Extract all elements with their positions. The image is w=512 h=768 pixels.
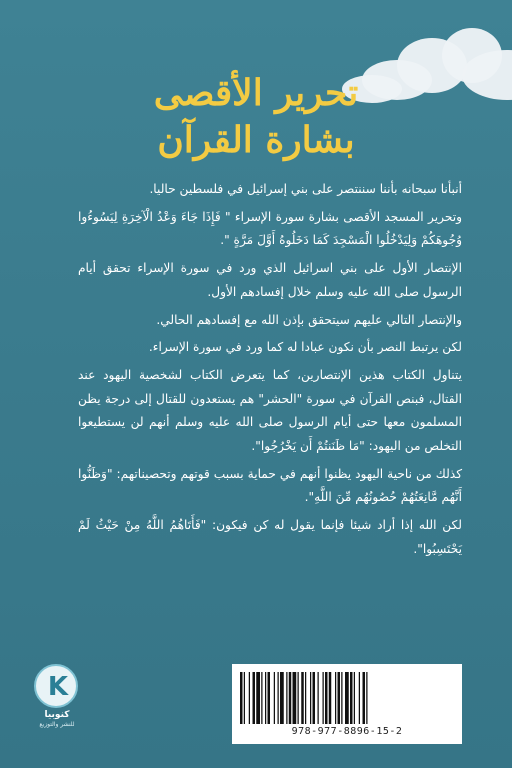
barcode-bars: [240, 672, 454, 724]
barcode-bar: [249, 672, 250, 724]
barcode-bar: [313, 672, 316, 724]
title-line-1: تحرير الأقصى: [153, 72, 359, 114]
barcode-bar: [268, 672, 271, 724]
barcode-bar: [366, 672, 367, 724]
blurb-paragraph: وتحرير المسجد الأقصى بشارة سورة الإسراء " فَإِذَا جَاءَ وَعْدُ الْآخِرَةِ لِيَسُوءُوا وُجُوهَكُمْ وَلِيَدْخُلُوا الْمَسْجِدَ كَمَا دَخَلُوهُ أَوَّلَ مَرَّةٍ ".: [78, 209, 462, 248]
barcode-bar: [289, 672, 292, 724]
barcode-bar: [244, 672, 245, 724]
blurb-paragraph: الإنتصار الأول على بني اسرائيل الذي ورد في سورة الإسراء تحقق أيام الرسول صلى الله عليه وسلم خلال إفسادهم الأول.: [78, 261, 462, 299]
barcode-bar: [329, 672, 332, 724]
barcode-bar: [265, 672, 266, 724]
book-title: [0, 70, 512, 164]
title-line-2: بشارة القرآن: [157, 119, 355, 161]
barcode-bar: [350, 672, 353, 724]
barcode-bar: [341, 672, 342, 724]
barcode-bar: [335, 672, 336, 724]
isbn-barcode: [232, 664, 462, 744]
blurb-paragraph: والإنتصار التالي عليهم سيتحقق بإذن الله مع إفسادهم الحالي.: [156, 312, 462, 327]
blurb-paragraph: يتناول الكتاب هذين الإنتصارين، كما يتعرض الكتاب لشخصية اليهود عند القتال، فبنص القرآن في سورة "الحشر" هم يستعدون للقتال إلى درجة يظن المسلمون معها حتى أيام الرسول صلى الله عليه وسلم أنهم لن يستطيعوا التخلص من اليهود: "مَا ظَنَنتُمْ أَن يَخْرُجُوا".: [78, 367, 462, 454]
barcode-bar: [325, 672, 328, 724]
barcode-bar: [253, 672, 256, 724]
blurb-paragraph: كذلك من ناحية اليهود يظنوا أنهم في حماية بسبب قوتهم وتحصيناتهم: "وَظَنُّوا أَنَّهُم مَّانِعَتُهُمْ حُصُونُهُم مِّنَ اللَّهِ".: [78, 466, 462, 505]
publisher-logo: [30, 664, 84, 730]
blurb-paragraph: لكن يرتبط النصر بأن نكون عبادا له كما ورد في سورة الإسراء.: [148, 340, 462, 355]
barcode-bar: [310, 672, 311, 724]
publisher-name: كنوبيا: [44, 710, 70, 720]
barcode-bar: [293, 672, 297, 724]
blurb: [78, 178, 462, 566]
barcode-bar: [338, 672, 341, 724]
barcode-bar: [274, 672, 275, 724]
blurb-paragraph: أنبأنا سبحانه بأننا سننتصر على بني إسرائيل في فلسطين حاليا.: [149, 182, 462, 196]
publisher-tagline: للنشر والتوزيع: [39, 721, 75, 728]
logo-letter: K: [47, 672, 69, 702]
barcode-bar: [278, 672, 279, 724]
barcode-bar: [318, 672, 319, 724]
barcode-bar: [298, 672, 299, 724]
barcode-bar: [280, 672, 284, 724]
barcode-bar: [363, 672, 366, 724]
barcode-bar: [345, 672, 349, 724]
barcode-bar: [256, 672, 260, 724]
isbn-number: 978-977-8896-15-2: [291, 726, 403, 737]
barcode-bar: [301, 672, 304, 724]
logo-badge: [34, 664, 78, 708]
barcode-bar: [240, 672, 243, 724]
blurb-paragraph: لكن الله إذا أراد شيئا فإنما يقول له كن فيكون: "فَأَتَاهُمُ اللَّهُ مِنْ حَيْثُ لَمْ يَحْتَسِبُوا".: [78, 518, 462, 556]
barcode-bar: [261, 672, 262, 724]
barcode-bar: [323, 672, 324, 724]
barcode-bar: [354, 672, 355, 724]
barcode-bar: [286, 672, 287, 724]
barcode-bar: [305, 672, 306, 724]
barcode-bar: [359, 672, 360, 724]
